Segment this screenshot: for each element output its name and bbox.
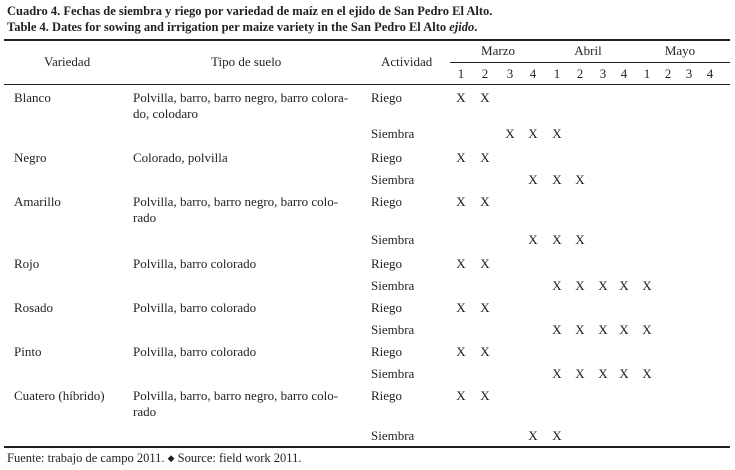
variety-cell: Negro bbox=[14, 150, 47, 165]
week-mark: X bbox=[642, 322, 652, 337]
week-header: 1 bbox=[553, 66, 561, 81]
activity-cell: Riego bbox=[371, 150, 403, 165]
week-mark: X bbox=[480, 256, 490, 271]
week-mark: X bbox=[619, 278, 629, 293]
week-mark: X bbox=[480, 150, 490, 165]
activity-cell: Siembra bbox=[371, 172, 415, 187]
week-mark: X bbox=[480, 90, 490, 105]
week-header: 4 bbox=[529, 66, 537, 81]
week-mark: X bbox=[456, 150, 466, 165]
week-mark: X bbox=[575, 172, 585, 187]
soil-cell: Polvilla, barro colorado bbox=[133, 344, 257, 359]
week-header: 1 bbox=[457, 66, 465, 81]
header-soil: Tipo de suelo bbox=[211, 54, 282, 69]
week-mark: X bbox=[552, 366, 562, 381]
soil-cell: Colorado, polvilla bbox=[133, 150, 228, 165]
week-header: 1 bbox=[643, 66, 651, 81]
week-header: 3 bbox=[506, 66, 514, 81]
week-mark: X bbox=[598, 366, 608, 381]
week-mark: X bbox=[619, 366, 629, 381]
week-mark: X bbox=[480, 344, 490, 359]
header-variety: Variedad bbox=[44, 54, 91, 69]
week-mark: X bbox=[480, 388, 490, 403]
month-header: Mayo bbox=[664, 43, 696, 58]
activity-cell: Riego bbox=[371, 194, 403, 209]
week-mark: X bbox=[528, 126, 538, 141]
week-mark: X bbox=[575, 232, 585, 247]
table-caption-spanish: Cuadro 4. Fechas de siembra y riego por variedad de maíz en el ejido de San Pedro El Alto. bbox=[7, 4, 493, 18]
week-mark: X bbox=[456, 388, 466, 403]
footnote-spanish: Fuente: trabajo de campo 2011. bbox=[7, 451, 165, 465]
soil-cell: Polvilla, barro colorado bbox=[133, 300, 257, 315]
variety-cell: Amarillo bbox=[14, 194, 61, 209]
activity-cell: Siembra bbox=[371, 428, 415, 443]
week-mark: X bbox=[642, 366, 652, 381]
variety-cell: Rosado bbox=[14, 300, 53, 315]
caption-english-end: . bbox=[474, 20, 478, 34]
activity-cell: Siembra bbox=[371, 278, 415, 293]
soil-cell: Polvilla, barro colorado bbox=[133, 256, 257, 271]
diamond-icon: ◆ bbox=[167, 453, 175, 463]
week-mark: X bbox=[456, 194, 466, 209]
month-header: Abril bbox=[574, 43, 602, 58]
week-mark: X bbox=[598, 322, 608, 337]
month-header: Marzo bbox=[481, 43, 515, 58]
variety-cell: Pinto bbox=[14, 344, 42, 359]
week-header: 4 bbox=[706, 66, 714, 81]
week-mark: X bbox=[480, 300, 490, 315]
week-header: 2 bbox=[576, 66, 584, 81]
activity-cell: Riego bbox=[371, 300, 403, 315]
week-mark: X bbox=[528, 428, 538, 443]
week-mark: X bbox=[642, 278, 652, 293]
week-mark: X bbox=[528, 172, 538, 187]
week-mark: X bbox=[456, 344, 466, 359]
activity-cell: Riego bbox=[371, 90, 403, 105]
week-header: 2 bbox=[664, 66, 672, 81]
week-mark: X bbox=[552, 172, 562, 187]
variety-cell: Rojo bbox=[14, 256, 40, 271]
activity-cell: Riego bbox=[371, 344, 403, 359]
week-mark: X bbox=[575, 366, 585, 381]
activity-cell: Siembra bbox=[371, 126, 415, 141]
week-mark: X bbox=[456, 90, 466, 105]
activity-cell: Riego bbox=[371, 388, 403, 403]
top-rule bbox=[4, 39, 730, 41]
week-mark: X bbox=[456, 300, 466, 315]
activity-cell: Siembra bbox=[371, 232, 415, 247]
week-mark: X bbox=[619, 322, 629, 337]
week-header: 4 bbox=[620, 66, 628, 81]
week-header: 3 bbox=[599, 66, 607, 81]
week-mark: X bbox=[552, 232, 562, 247]
bottom-rule bbox=[4, 446, 730, 448]
footnote bbox=[7, 451, 301, 466]
header-rule bbox=[4, 84, 730, 85]
caption-english-italic: ejido bbox=[449, 20, 475, 34]
activity-cell: Siembra bbox=[371, 322, 415, 337]
table-caption-english bbox=[7, 20, 477, 35]
week-mark: X bbox=[552, 126, 562, 141]
week-header: 3 bbox=[685, 66, 693, 81]
activity-cell: Riego bbox=[371, 256, 403, 271]
week-mark: X bbox=[575, 278, 585, 293]
week-mark: X bbox=[505, 126, 515, 141]
week-mark: X bbox=[528, 232, 538, 247]
week-mark: X bbox=[552, 428, 562, 443]
week-header: 2 bbox=[481, 66, 489, 81]
soil-cell: Polvilla, barro, barro negro, barro colo-rado bbox=[133, 194, 339, 225]
variety-cell: Cuatero (híbrido) bbox=[14, 388, 105, 403]
footnote-english: Source: field work 2011. bbox=[177, 451, 302, 465]
week-mark: X bbox=[552, 278, 562, 293]
week-mark: X bbox=[552, 322, 562, 337]
week-mark: X bbox=[598, 278, 608, 293]
caption-english-main: Table 4. Dates for sowing and irrigation per maize variety in the San Pedro El Alto bbox=[7, 20, 450, 34]
week-mark: X bbox=[575, 322, 585, 337]
week-mark: X bbox=[480, 194, 490, 209]
variety-cell: Blanco bbox=[14, 90, 51, 105]
week-mark: X bbox=[456, 256, 466, 271]
activity-cell: Siembra bbox=[371, 366, 415, 381]
soil-cell: Polvilla, barro, barro negro, barro colora-do, colodaro bbox=[133, 90, 349, 121]
month-rule bbox=[450, 62, 730, 63]
soil-cell: Polvilla, barro, barro negro, barro colo-rado bbox=[133, 388, 339, 419]
header-activity: Actividad bbox=[381, 54, 433, 69]
